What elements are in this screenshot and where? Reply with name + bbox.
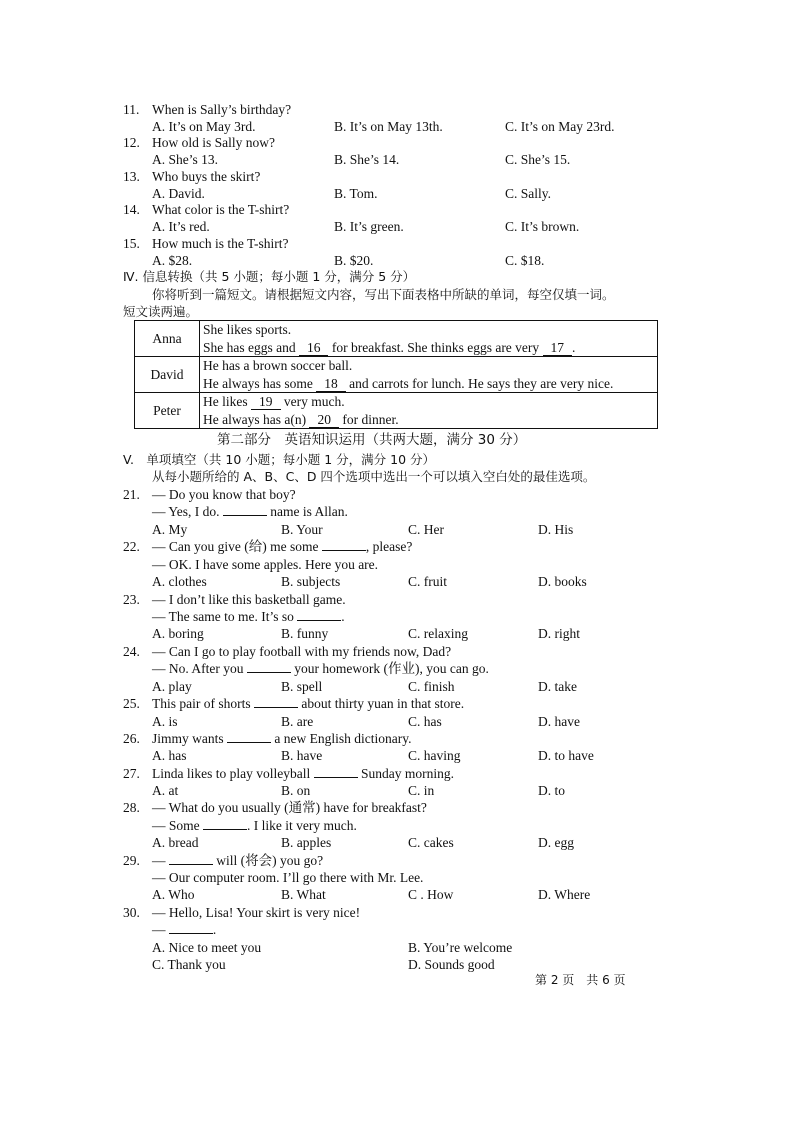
option-b[interactable]: B. Your [281,522,323,537]
option-c[interactable]: C. fruit [408,574,447,589]
option-b: B. Tom. [334,186,378,201]
row-name: Anna [135,321,200,357]
question-number: 26. [123,731,140,746]
question-number: 13. [123,169,140,184]
text: . [572,339,576,355]
text: He likes [203,394,248,409]
option-c[interactable]: C. Her [408,522,444,537]
option-c[interactable]: C. Thank you [152,957,226,972]
question-number: 27. [123,766,140,781]
text: for breakfast. She thinks eggs are very [331,339,540,355]
question-number: 11. [123,102,140,117]
question-number: 30. [123,905,140,920]
text: your homework (作业), you can go. [294,661,489,676]
row-line [203,339,654,357]
text: — [152,853,166,868]
section-5-title: V. 单项填空（共 10 小题；每小题 1 分，满分 10 分） [123,452,436,467]
option-a: A. She’s 13. [152,152,219,167]
option-a[interactable]: A. boring [152,626,204,641]
question-line: — What do you usually (通常) have for breakfast? [152,800,427,815]
answer-blank-18[interactable]: 18 [316,377,346,392]
option-d[interactable]: D. right [538,626,580,641]
question-text: How much is the T-shirt? [152,236,289,251]
text: Jimmy wants [152,731,224,746]
fill-blank[interactable] [297,620,341,621]
text: . I like it very much. [247,818,357,833]
fill-blank[interactable] [169,864,213,865]
option-b[interactable]: B. What [281,887,326,902]
option-b: B. It’s green. [334,219,404,234]
option-a[interactable]: A. Who [152,887,195,902]
option-b[interactable]: B. subjects [281,574,341,589]
question-line: — OK. I have some apples. Here you are. [152,557,379,572]
option-b: B. She’s 14. [334,152,400,167]
text: . [212,922,217,937]
text: — [152,922,166,937]
fill-blank[interactable] [254,707,298,708]
text: a new English dictionary. [274,731,412,746]
fill-blank[interactable] [322,550,366,551]
question-line [152,921,216,938]
text: and carrots for lunch. He says they are very nice. [349,375,614,391]
option-b[interactable]: B. on [281,783,311,798]
question-line [152,538,412,555]
option-c[interactable]: C. cakes [408,835,454,850]
fill-blank[interactable] [223,515,267,516]
option-a: A. It’s red. [152,219,210,234]
option-a[interactable]: A. My [152,522,188,537]
question-line: — Do you know that boy? [152,487,296,502]
text: very much. [283,394,345,409]
option-a[interactable]: A. clothes [152,574,207,589]
page-number: 第 2 页 共 6 页 [535,973,626,987]
option-c[interactable]: C. relaxing [408,626,468,641]
row-name: Peter [135,393,200,429]
text: name is Allan. [270,504,348,519]
question-number: 22. [123,539,140,554]
text: — Yes, I do. [152,504,220,519]
question-line [152,503,348,520]
section-5-instruction: 从每小题所给的 A、B、C、D 四个选项中选出一个可以填入空白处的最佳选项。 [152,469,596,484]
question-number: 21. [123,487,140,502]
option-c[interactable]: C. finish [408,679,455,694]
option-c: C. Sally. [505,186,552,201]
answer-blank-16[interactable]: 16 [299,341,329,356]
row-line [203,393,654,411]
option-a[interactable]: A. Nice to meet you [152,940,262,955]
option-c: C. $18. [505,253,545,268]
question-number: 29. [123,853,140,868]
option-d[interactable]: D. Where [538,887,591,902]
question-line [152,695,464,712]
option-a[interactable]: A. at [152,783,179,798]
option-c[interactable]: C. having [408,748,461,763]
table-row-peter [135,393,658,429]
text: for dinner. [342,411,399,427]
text: This pair of shorts [152,696,251,711]
fill-blank[interactable] [247,672,291,673]
fill-blank[interactable] [227,742,271,743]
question-number: 12. [123,135,140,150]
fill-blank[interactable] [203,829,247,830]
option-d[interactable]: D. to have [538,748,594,763]
option-d[interactable]: D. to [538,783,565,798]
option-b[interactable]: B. funny [281,626,329,641]
row-line: He has a brown soccer ball. [203,358,353,373]
row-content [200,393,658,429]
answer-blank-20[interactable]: 20 [309,413,339,428]
question-line: — Our computer room. I’ll go there with Mr. Lee. [152,870,424,885]
text: — Can you give (给) me some [152,539,319,554]
answer-blank-19[interactable]: 19 [251,395,281,410]
option-d[interactable]: D. have [538,714,580,729]
option-b[interactable]: B. You’re welcome [408,940,513,955]
option-c[interactable]: C . How [408,887,454,902]
fill-blank[interactable] [169,933,213,934]
option-c[interactable]: C. has [408,714,442,729]
option-b[interactable]: B. are [281,714,314,729]
option-b: B. It’s on May 13th. [334,119,443,134]
option-b: B. $20. [334,253,374,268]
question-text: How old is Sally now? [152,135,275,150]
question-number: 28. [123,800,140,815]
option-d[interactable]: D. take [538,679,577,694]
section-4-instruction-cont: 短文读两遍。 [123,304,199,319]
option-a[interactable]: A. is [152,714,178,729]
row-line [203,375,654,393]
row-line: She likes sports. [203,322,292,337]
row-line [203,411,654,429]
option-b[interactable]: B. have [281,748,323,763]
fill-blank[interactable] [314,777,358,778]
question-number: 14. [123,202,140,217]
text: will (将会) you go? [216,853,324,868]
option-a: A. It’s on May 3rd. [152,119,256,134]
option-d[interactable]: D. egg [538,835,574,850]
option-b[interactable]: B. apples [281,835,332,850]
table-row-david [135,357,658,393]
question-line: — Hello, Lisa! Your skirt is very nice! [152,905,361,920]
table-row-anna [135,321,658,357]
question-text: Who buys the skirt? [152,169,261,184]
text: . [341,609,345,624]
question-line [152,608,345,625]
question-line: — I don’t like this basketball game. [152,592,346,607]
option-c: C. She’s 15. [505,152,571,167]
option-a: A. David. [152,186,205,201]
option-a[interactable]: A. bread [152,835,199,850]
answer-blank-17[interactable]: 17 [543,341,573,356]
question-line [152,765,454,782]
question-line [152,730,411,747]
question-number: 23. [123,592,140,607]
option-d[interactable]: D. books [538,574,587,589]
question-line: — Can I go to play football with my friends now, Dad? [152,644,452,659]
question-line [152,660,489,677]
option-d[interactable]: D. Sounds good [408,957,495,972]
question-number: 24. [123,644,140,659]
option-b[interactable]: B. spell [281,679,323,694]
row-content [200,357,658,393]
text: — Some [152,818,200,833]
option-d[interactable]: D. His [538,522,574,537]
question-text: What color is the T-shirt? [152,202,290,217]
text: He always has some [203,375,313,391]
option-c[interactable]: C. in [408,783,435,798]
part-2-title: 第二部分 英语知识运用（共两大题，满分 30 分） [217,432,527,448]
text: — The same to me. It’s so [152,609,294,624]
text: — No. After you [152,661,244,676]
question-line [152,817,357,834]
question-line [152,852,323,869]
text: She has eggs and [203,339,296,355]
section-4-title: Ⅳ. 信息转换（共 5 小题；每小题 1 分，满分 5 分） [123,269,416,284]
text: , please? [365,539,413,554]
text: He always has a(n) [203,411,307,427]
text: Linda likes to play volleyball [152,766,311,781]
question-text: When is Sally’s birthday? [152,102,292,117]
option-c: C. It’s brown. [505,219,580,234]
row-name: David [135,357,200,393]
option-a[interactable]: A. has [152,748,187,763]
option-a[interactable]: A. play [152,679,192,694]
option-c: C. It’s on May 23rd. [505,119,615,134]
info-table [134,320,658,429]
option-a: A. $28. [152,253,193,268]
row-content [200,321,658,357]
question-number: 25. [123,696,140,711]
section-4-instruction: 你将听到一篇短文。请根据短文内容，写出下面表格中所缺的单词，每空仅填一词。 [152,287,615,302]
text: about thirty yuan in that store. [301,696,465,711]
text: Sunday morning. [360,766,454,781]
question-number: 15. [123,236,140,251]
